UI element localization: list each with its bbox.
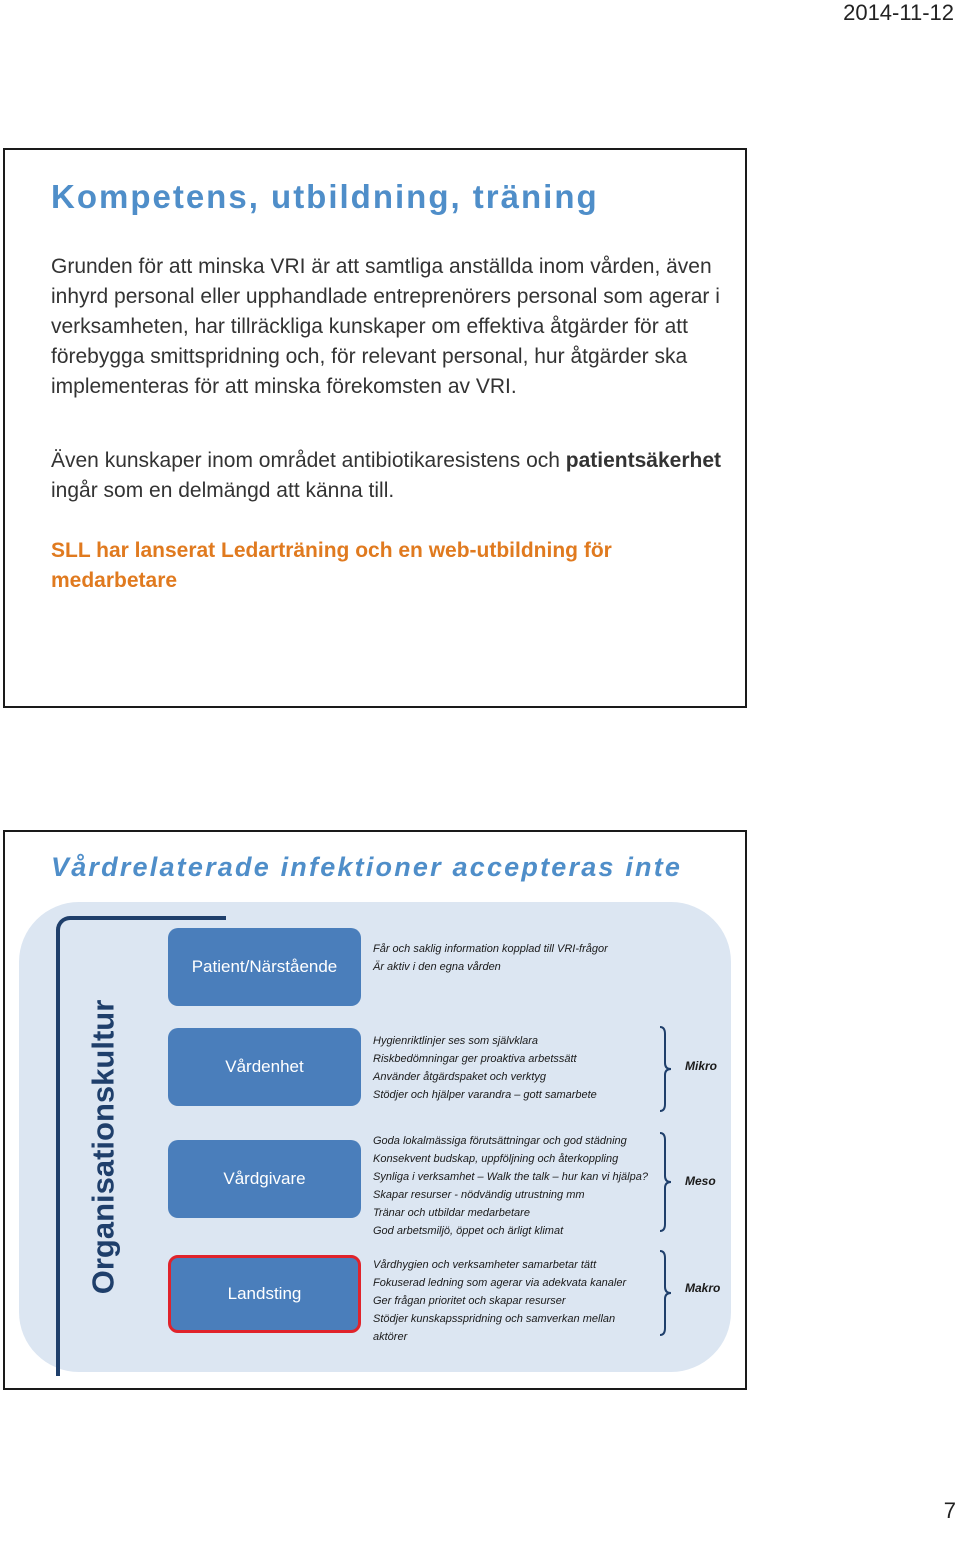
slide-competence — [3, 148, 747, 708]
intro-paragraph: Grunden för att minska VRI är att samtliga anställda inom vården, även inhyrd personal eller upphandlade entreprenörers personal som agerar i verksamheten, har tillräckliga kunskaper om effektiva åtgärder för att förebygga smittspridning och, för relevant personal, hur åtgärder ska implementeras för att minska förekomsten av VRI. — [51, 255, 720, 398]
paragraph-bold-text: patientsäkerhet — [565, 449, 722, 472]
brace-makro-icon — [659, 1250, 673, 1336]
page-number: 7 — [943, 1498, 956, 1523]
level-box-vardenhet: Vårdenhet — [168, 1028, 361, 1106]
desc-line: Synliga i verksamhet – Walk the talk – hur kan vi hjälpa? — [373, 1171, 648, 1183]
scale-label-makro: Makro — [685, 1281, 721, 1295]
paragraph-text: Även kunskaper inom området antibiotikaresistens och — [51, 449, 566, 472]
level-box-vardgivare: Vårdgivare — [168, 1140, 361, 1218]
slide-title: Vårdrelaterade infektioner accepteras inte — [51, 852, 683, 882]
desc-line: aktörer — [373, 1331, 408, 1343]
slide-infections — [3, 830, 747, 1390]
desc-line: Goda lokalmässiga förutsättningar och god städning — [373, 1135, 627, 1147]
desc-line: Stödjer kunskapsspridning och samverkan mellan — [373, 1313, 616, 1325]
desc-line: Använder åtgärdspaket och verktyg — [373, 1071, 547, 1083]
knowledge-paragraph — [51, 446, 731, 506]
desc-line: Vårdhygien och verksamheter samarbetar tätt — [373, 1259, 597, 1271]
desc-line: Ger frågan prioritet och skapar resurser — [373, 1295, 566, 1307]
org-culture-label — [75, 999, 131, 1295]
highlight-paragraph: SLL har lanserat Ledarträning och en web-utbildning för medarbetare — [51, 539, 612, 592]
desc-vardenhet — [373, 1032, 673, 1104]
desc-line: Fokuserad ledning som agerar via adekvata kanaler — [373, 1277, 627, 1289]
desc-line: Hygienriktlinjer ses som självklara — [373, 1035, 539, 1047]
desc-line: Skapar resurser - nödvändig utrustning mm — [373, 1189, 585, 1201]
desc-line: God arbetsmiljö, öppet och ärligt klimat — [373, 1225, 564, 1237]
brace-meso-icon — [659, 1132, 673, 1232]
level-box-patient: Patient/Närstående — [168, 928, 361, 1006]
page-date: 2014-11-12 — [843, 0, 954, 25]
desc-line: Stödjer och hjälper varandra – gott samarbete — [373, 1089, 597, 1101]
slide-title: Kompetens, utbildning, träning — [51, 178, 599, 215]
desc-patient — [373, 940, 673, 976]
desc-line: Riskbedömningar ger proaktiva arbetssätt — [373, 1053, 577, 1065]
desc-vardgivare — [373, 1132, 673, 1240]
brace-mikro-icon — [659, 1026, 673, 1112]
desc-line: Konsekvent budskap, uppföljning och återkoppling — [373, 1153, 619, 1165]
desc-line: Är aktiv i den egna vården — [373, 961, 501, 973]
scale-label-mikro: Mikro — [685, 1059, 718, 1073]
level-box-landsting: Landsting — [168, 1255, 361, 1333]
desc-line: Får och saklig information kopplad till VRI-frågor — [373, 943, 608, 955]
org-culture-text: Organisationskultur — [85, 999, 121, 1295]
scale-label-meso: Meso — [685, 1174, 716, 1188]
desc-landsting — [373, 1256, 673, 1346]
desc-line: Tränar och utbildar medarbetare — [373, 1207, 530, 1219]
paragraph-text: ingår som en delmängd att känna till. — [51, 479, 395, 502]
